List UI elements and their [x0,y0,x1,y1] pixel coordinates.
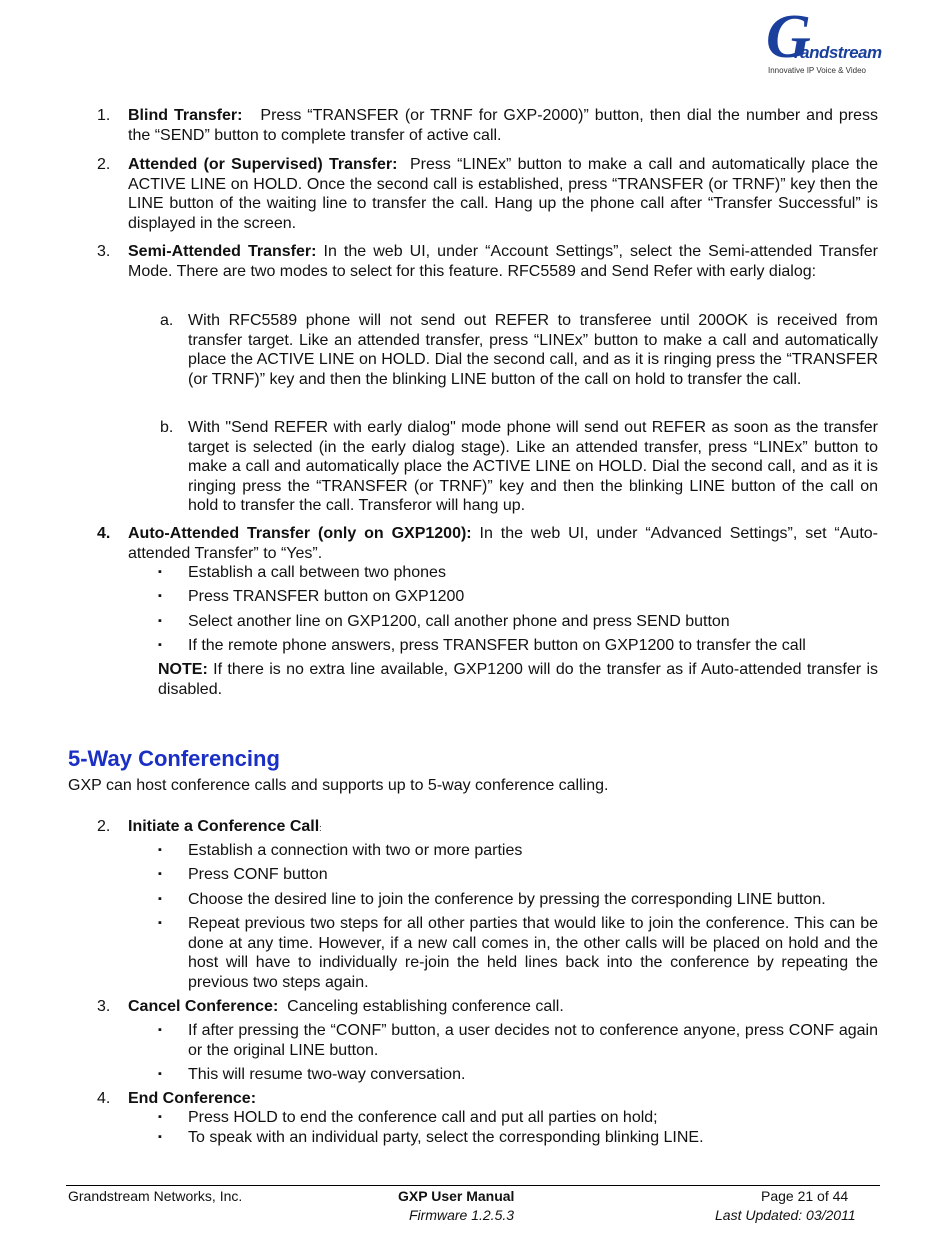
note-text: If there is no extra line available, GXP1200 will do the transfer as if Auto-attended transfer is disabled. [158,661,878,698]
list-item: If the remote phone answers, press TRANSFER button on GXP1200 to transfer the call [188,637,806,654]
item-title: Semi-Attended Transfer: [128,243,317,260]
item-number: 2. [97,818,111,835]
list-item: To speak with an individual party, select the corresponding blinking LINE. [188,1129,704,1146]
item-title: Initiate a Conference Call [128,818,320,835]
item-text: Canceling establishing conference call. [287,998,564,1015]
footer-divider [66,1185,880,1186]
list-item: Choose the desired line to join the conference by pressing the corresponding LINE button. [188,891,826,908]
sub-item-label: a. [160,312,174,329]
auto-attended-transfer-item [128,524,878,563]
bullet-icon: ▪ [158,566,162,578]
bullet-icon: ▪ [158,868,162,880]
list-item: Press CONF button [188,866,328,883]
item-suffix: : [319,823,322,833]
list-item: Press TRANSFER button on GXP1200 [188,588,465,605]
list-item: Establish a connection with two or more parties [188,842,523,859]
bullet-icon: ▪ [158,639,162,651]
list-item: Establish a call between two phones [188,564,446,581]
section-intro: GXP can host conference calls and supports up to 5-way conference calling. [68,777,609,794]
rfc5589-sub-item: With RFC5589 phone will not send out REFER to transferee until 200OK is received from transfer target. Like an attended transfer, press “LINEx” button to make a call and automatically place the ACTIVE LINE on HOLD. Dial the second call, and as it is ringing press the “TRANSFER (or TRNF)” key and then the blinking LINE button of the call on hold to transfer the call. [188,312,878,388]
item-title: Auto-Attended Transfer (only on GXP1200): [128,525,472,542]
grandstream-logo [764,3,882,76]
item-title: Attended (or Supervised) Transfer: [128,156,398,173]
bullet-icon: ▪ [158,1024,162,1036]
item-number: 4. [97,525,111,542]
bullet-icon: ▪ [158,590,162,602]
logo-letter: G [766,3,811,71]
item-text: In the web UI, under “Advanced Settings”, set “Auto-attended Transfer” to “Yes”. [128,525,879,562]
item-title: Blind Transfer: [128,107,243,124]
item-text: Press “LINEx” button to make a call and automatically place the ACTIVE LINE on HOLD. Once the second call is established, press “TRANSFER (or TRNF)” key then the LINE button of the waiting line to transfer the call. Hang up the phone call after “Transfer Successful” is displayed in the screen. [128,156,879,232]
initiate-conference-item [128,817,878,839]
note-label: NOTE: [158,661,208,678]
item-title: End Conference: [128,1090,257,1107]
footer-page-number: Page 21 of 44 [761,1188,849,1204]
footer-last-updated: Last Updated: 03/2011 [715,1207,856,1223]
bullet-icon: ▪ [158,844,162,856]
item-title: Cancel Conference: [128,998,279,1015]
item-number: 3. [97,243,111,260]
semi-attended-transfer-item [128,242,878,281]
bullet-icon: ▪ [158,917,162,929]
attended-transfer-item [128,155,878,233]
item-number: 3. [97,998,111,1015]
bullet-icon: ▪ [158,1068,162,1080]
item-number: 4. [97,1090,111,1107]
sub-item-label: b. [160,419,174,436]
item-number: 1. [97,107,111,124]
list-item: This will resume two-way conversation. [188,1066,466,1083]
list-item: If after pressing the “CONF” button, a user decides not to conference anyone, press CONF again or the original LINE button. [188,1022,878,1059]
item-text: Press “TRANSFER (or TRNF for GXP-2000)” button, then dial the number and press the “SEND” button to complete transfer of active call. [128,107,878,144]
list-item: Press HOLD to end the conference call and put all parties on hold; [188,1109,658,1126]
bullet-icon: ▪ [158,615,162,627]
footer-company: Grandstream Networks, Inc. [68,1188,243,1204]
bullet-icon: ▪ [158,1111,162,1123]
footer-manual-title: GXP User Manual [398,1188,515,1204]
early-dialog-sub-item: With "Send REFER with early dialog" mode phone will send out REFER as soon as the transfer target is selected (in the early dialog stage). Like an attended transfer, press “LINEx” button to make a call and automatically place the ACTIVE LINE on HOLD. Dial the second call, and as it is ringing press the “TRANSFER (or TRNF)” key and then the blinking LINE button of the call on hold to transfer the call. Transferor will hang up. [188,419,878,514]
logo-tagline: Innovative IP Voice & Video [768,66,866,75]
item-text: In the web UI, under “Account Settings”, select the Semi-attended Transfer Mode. There are two modes to select for this feature. RFC5589 and Send Refer with early dialog: [128,243,878,280]
section-heading: 5-Way Conferencing [68,746,280,771]
cancel-conference-item [128,997,878,1017]
logo-word: randstream [794,43,882,62]
item-number: 2. [97,156,111,173]
bullet-icon: ▪ [158,893,162,905]
blind-transfer-item [128,106,878,145]
auto-attended-note [158,660,878,699]
list-item: Select another line on GXP1200, call another phone and press SEND button [188,613,730,630]
footer-firmware: Firmware 1.2.5.3 [409,1207,515,1223]
end-conference-item [128,1089,878,1109]
bullet-icon: ▪ [158,1131,162,1143]
list-item: Repeat previous two steps for all other parties that would like to join the conference. This can be done at any time. However, if a new call comes in, the other calls will be placed on hold and the host will have to individually re-join the held lines back into the conference by repeating the previous two steps again. [188,915,878,991]
